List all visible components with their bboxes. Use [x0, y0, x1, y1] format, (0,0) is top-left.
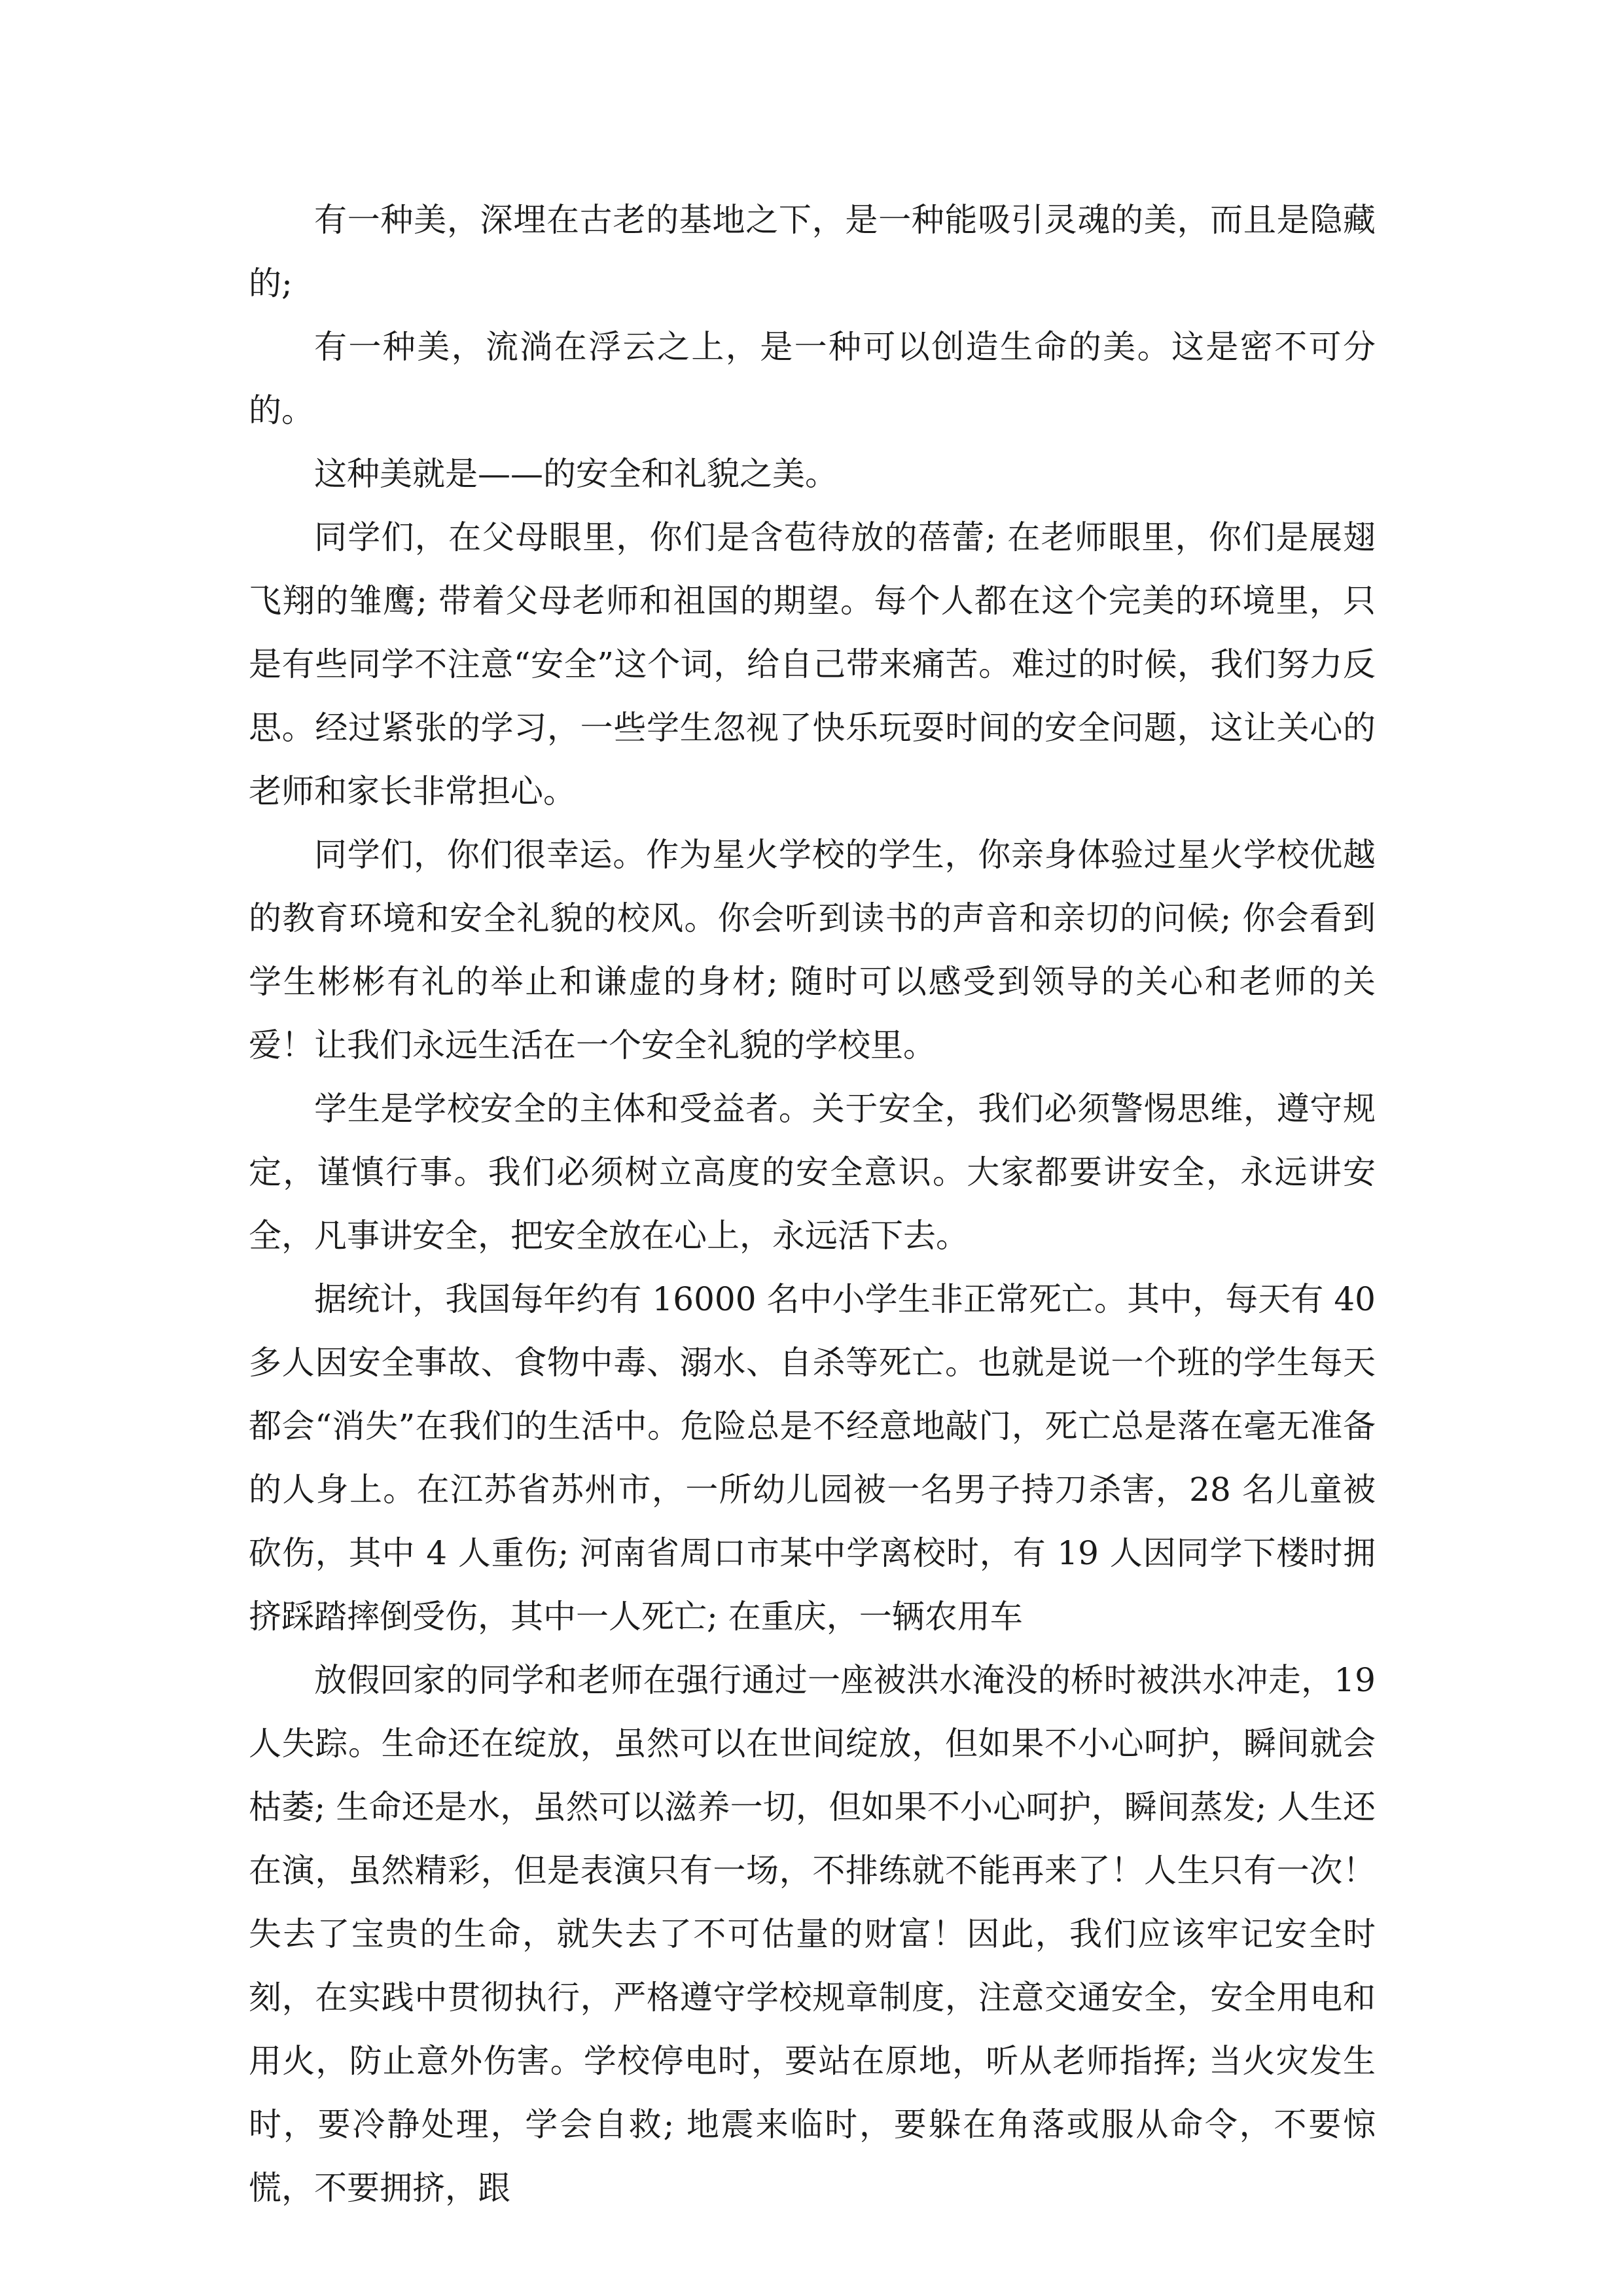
paragraph-7: 据统计，我国每年约有 16000 名中小学生非正常死亡。其中，每天有 40 多人因安全事故、食物中毒、溺水、自杀等死亡。也就是说一个班的学生每天都会“消失”在我们的生活中。危险总是不经意地敲门，死亡总是落在毫无准备的人身上。在江苏省苏州市，一所幼儿园被一名男子持刀杀害，28 名儿童被砍伤，其中 4 人重伤; 河南省周口市某中学离校时，有 19 人因同学下楼时拥挤踩踏摔倒受伤，其中一人死亡; 在重庆，一辆农用车 [249, 1280, 1376, 1636]
paragraph-8: 放假回家的同学和老师在强行通过一座被洪水淹没的桥时被洪水冲走，19 人失踪。生命还在绽放，虽然可以在世间绽放，但如果不小心呵护，瞬间就会枯萎; 生命还是水，虽然可以滋养一切，但如果不小心呵护，瞬间蒸发; 人生还在演，虽然精彩，但是表演只有一场，不排练就不能再来了！人生只有一次！失去了宝贵的生命，就失去了不可估量的财富！因此，我们应该牢记安全时刻，在实践中贯彻执行，严格遵守学校规章制度，注意交通安全，安全用电和用火，防止意外伤害。学校停电时，要站在原地，听从老师指挥; 当火灾发生时，要冷静处理，学会自救; 地震来临时，要躲在角落或服从命令，不要惊慌，不要拥挤，跟 [249, 1661, 1376, 2207]
paragraph-1: 有一种美，深埋在古老的基地之下，是一种能吸引灵魂的美，而且是隐藏的; [249, 201, 1376, 302]
paragraph-4: 同学们，在父母眼里，你们是含苞待放的蓓蕾; 在老师眼里，你们是展翅飞翔的雏鹰; 带着父母老师和祖国的期望。每个人都在这个完美的环境里，只是有些同学不注意“安全”这个词，给自己带来痛苦。难过的时候，我们努力反思。经过紧张的学习，一些学生忽视了快乐玩耍时间的安全问题，这让关心的老师和家长非常担心。 [249, 518, 1376, 810]
document-body [249, 188, 1376, 2220]
paragraph-6: 学生是学校安全的主体和受益者。关于安全，我们必须警惕思维，遵守规定，谨慎行事。我们必须树立高度的安全意识。大家都要讲安全，永远讲安全，凡事讲安全，把安全放在心上，永远活下去。 [249, 1090, 1376, 1255]
paragraph-2: 有一种美，流淌在浮云之上，是一种可以创造生命的美。这是密不可分的。 [249, 328, 1376, 429]
paragraph-5: 同学们，你们很幸运。作为星火学校的学生，你亲身体验过星火学校优越的教育环境和安全礼貌的校风。你会听到读书的声音和亲切的问候; 你会看到学生彬彬有礼的举止和谦虚的身材; 随时可以感受到领导的关心和老师的关爱！让我们永远生活在一个安全礼貌的学校里。 [249, 836, 1376, 1064]
paragraph-3: 这种美就是——的安全和礼貌之美。 [314, 455, 838, 493]
